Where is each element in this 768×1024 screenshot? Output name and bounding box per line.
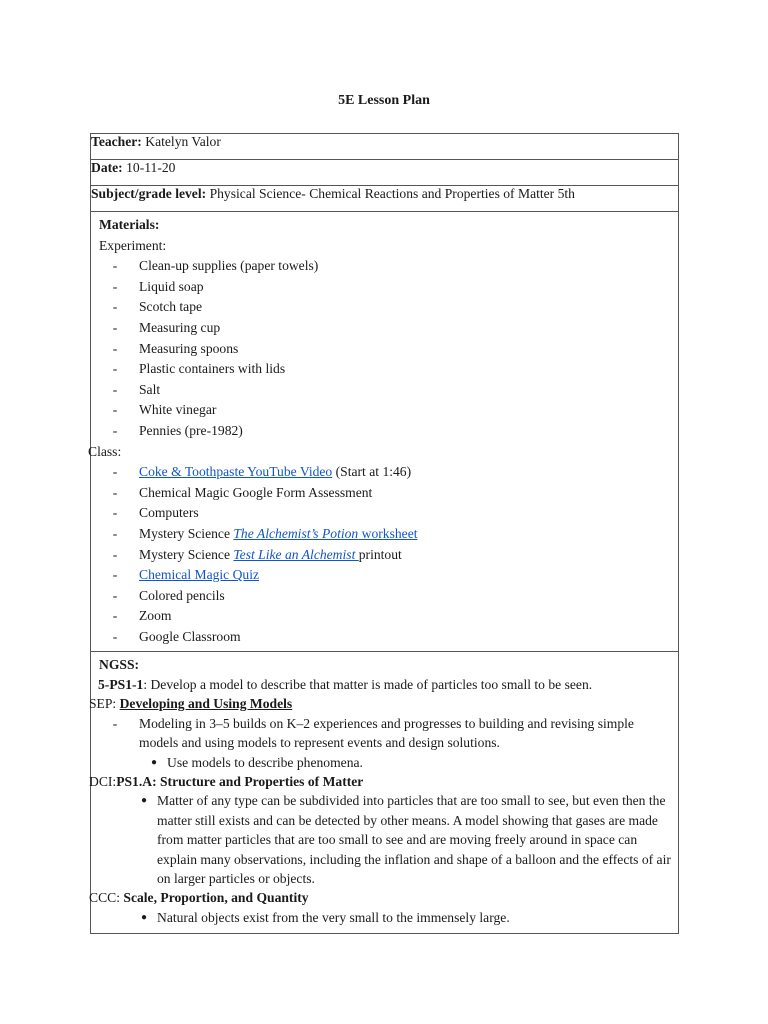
subject-row xyxy=(91,186,679,212)
mystery-science-prefix: Mystery Science xyxy=(139,546,234,562)
computers-item: Computers xyxy=(139,505,199,521)
dash-marker: - xyxy=(112,319,118,335)
coke-video-note: (Start at 1:46) xyxy=(332,464,412,480)
sep-text: Modeling in 3–5 builds on K–2 experiences and progresses to building and revising simple models and using models to represent events and design solutions. xyxy=(139,715,634,751)
list-item xyxy=(91,421,670,442)
experiment-item: Salt xyxy=(139,381,161,397)
sep-bullet-item xyxy=(91,753,672,772)
page-title: 5E Lesson Plan xyxy=(338,93,430,108)
date-label: Date: xyxy=(91,160,123,175)
experiment-item: Measuring spoons xyxy=(139,340,239,356)
date-row xyxy=(91,160,679,186)
dci-bullet-text: Matter of any type can be subdivided into particles that are too small to see, but even then the matter still exists and can be detected by other means. A model showing that gases are made from matter particles that are too small to see and are moving freely around in space can explain many observations, including the inflation and shape of a balloon and the effects of air on larger particles or objects. xyxy=(157,793,671,886)
zoom-item: Zoom xyxy=(139,608,172,624)
dash-marker: - xyxy=(112,258,118,274)
subject-label: Subject/grade level: xyxy=(91,186,207,201)
bullet-marker: ● xyxy=(150,756,157,768)
materials-label: Materials: xyxy=(99,217,160,232)
sep-heading xyxy=(89,694,672,713)
dash-marker: - xyxy=(112,587,118,603)
list-item xyxy=(91,318,670,339)
mystery-science-prefix: Mystery Science xyxy=(139,525,234,541)
lesson-plan-table xyxy=(90,133,679,934)
test-like-alchemist-link[interactable]: Test Like an Alchemist xyxy=(233,546,359,562)
list-item xyxy=(91,524,670,545)
ccc-title: Scale, Proportion, and Quantity xyxy=(123,890,309,906)
experiment-list xyxy=(91,256,670,441)
experiment-label: Experiment: xyxy=(99,237,167,253)
list-item xyxy=(91,297,670,318)
list-item xyxy=(91,462,670,483)
experiment-item: White vinegar xyxy=(139,402,217,418)
list-item xyxy=(91,586,670,607)
standard-text: : Develop a model to describe that matter is made of particles too small to be seen. xyxy=(143,676,593,692)
list-item xyxy=(91,606,670,627)
printout-word: printout xyxy=(358,546,402,562)
experiment-item: Measuring cup xyxy=(139,319,221,335)
experiment-item: Plastic containers with lids xyxy=(139,361,286,377)
dash-marker: - xyxy=(112,715,118,731)
list-item xyxy=(91,565,670,586)
teacher-row xyxy=(91,134,679,160)
list-item xyxy=(91,400,670,421)
dash-marker: - xyxy=(112,525,118,541)
coke-toothpaste-video-link[interactable]: Coke & Toothpaste YouTube Video xyxy=(139,464,333,480)
ngss-label: NGSS: xyxy=(99,657,140,673)
dci-title: PS1.A: Structure and Properties of Matter xyxy=(116,773,364,789)
sep-title: Developing and Using Models xyxy=(119,696,293,712)
worksheet-word: worksheet xyxy=(358,525,418,541)
list-item xyxy=(91,483,670,504)
ccc-bullet-text: Natural objects exist from the very small to the immensely large. xyxy=(157,909,510,925)
standard-line xyxy=(91,675,672,694)
dash-marker: - xyxy=(112,340,118,356)
dash-marker: - xyxy=(112,422,118,438)
ccc-prefix: CCC: xyxy=(89,890,124,906)
ngss-row xyxy=(91,652,679,934)
experiment-item: Pennies (pre-1982) xyxy=(139,422,243,438)
experiment-item: Clean-up supplies (paper towels) xyxy=(139,258,319,274)
list-item xyxy=(91,627,670,648)
list-item xyxy=(91,380,670,401)
experiment-item: Liquid soap xyxy=(139,278,204,294)
alchemists-potion-worksheet-link[interactable] xyxy=(233,526,417,541)
sep-prefix: SEP: xyxy=(89,696,120,712)
dash-marker: - xyxy=(112,464,118,480)
experiment-item: Scotch tape xyxy=(139,299,203,315)
ccc-heading xyxy=(89,888,672,907)
date-value: 10-11-20 xyxy=(126,160,176,175)
chemical-magic-quiz-link[interactable]: Chemical Magic Quiz xyxy=(139,567,260,583)
dash-marker: - xyxy=(112,567,118,583)
list-item xyxy=(91,359,670,380)
dash-marker: - xyxy=(112,484,118,500)
subject-value: Physical Science- Chemical Reactions and Properties of Matter 5th xyxy=(209,186,575,201)
bullet-marker: ● xyxy=(140,911,147,923)
dash-marker: - xyxy=(112,608,118,624)
dci-prefix: DCI: xyxy=(89,773,117,789)
list-item xyxy=(91,256,670,277)
dash-marker: - xyxy=(112,628,118,644)
standard-code: 5-PS1-1 xyxy=(98,676,144,692)
dash-marker: - xyxy=(112,299,118,315)
google-classroom-item: Google Classroom xyxy=(139,628,241,644)
list-item xyxy=(91,277,670,298)
sep-text-item xyxy=(91,714,672,753)
colored-pencils-item: Colored pencils xyxy=(139,587,225,603)
teacher-value: Katelyn Valor xyxy=(145,134,221,149)
teacher-label: Teacher: xyxy=(91,134,142,149)
form-assessment-item: Chemical Magic Google Form Assessment xyxy=(139,484,373,500)
alchemists-potion-title: The Alchemist’s Potion xyxy=(233,525,359,541)
materials-row xyxy=(91,212,679,652)
dci-bullet-item xyxy=(91,791,672,888)
class-label: Class: xyxy=(88,443,122,459)
dash-marker: - xyxy=(112,505,118,521)
dash-marker: - xyxy=(112,546,118,562)
list-item xyxy=(91,503,670,524)
bullet-marker: ● xyxy=(140,795,147,807)
dash-marker: - xyxy=(112,361,118,377)
dash-marker: - xyxy=(112,381,118,397)
dash-marker: - xyxy=(112,278,118,294)
dash-marker: - xyxy=(112,402,118,418)
list-item xyxy=(91,545,670,566)
sep-bullet-text: Use models to describe phenomena. xyxy=(167,754,363,770)
ccc-bullet-item xyxy=(91,908,672,927)
dci-heading xyxy=(89,772,672,791)
list-item xyxy=(91,339,670,360)
